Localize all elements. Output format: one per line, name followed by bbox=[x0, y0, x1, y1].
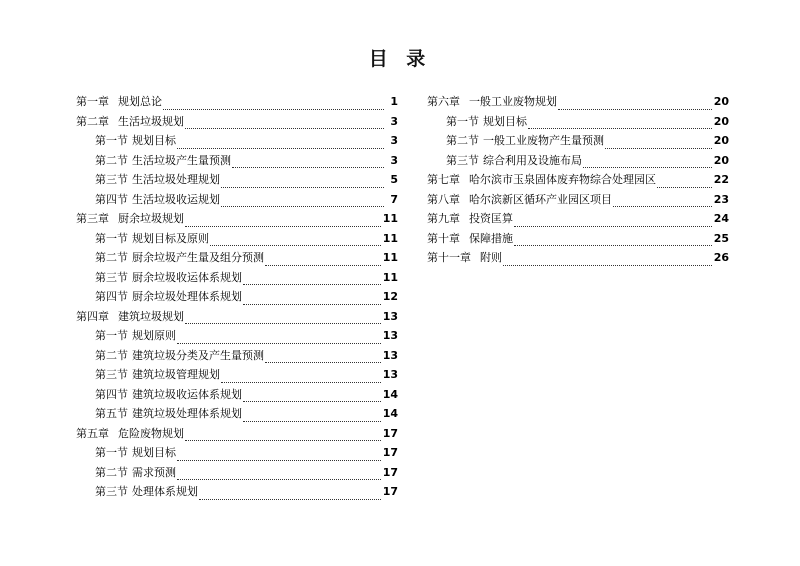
toc-entry-label: 第三章 bbox=[76, 212, 109, 225]
toc-entry-section[interactable] bbox=[76, 463, 398, 483]
toc-entry-page-number: 13 bbox=[382, 309, 398, 323]
toc-entry-title: 建筑垃圾处理体系规划 bbox=[132, 407, 242, 420]
toc-entry-page-number: 17 bbox=[382, 426, 398, 440]
toc-entry-title: 规划目标 bbox=[483, 114, 527, 128]
dot-leader bbox=[185, 218, 381, 229]
toc-entry-label: 第六章 bbox=[427, 95, 460, 108]
toc-entry-section[interactable] bbox=[76, 404, 398, 424]
toc-entry-label: 第十章 bbox=[427, 231, 460, 245]
toc-entry-label: 第九章 bbox=[427, 212, 460, 225]
toc-entry-section[interactable] bbox=[76, 326, 398, 346]
dot-leader bbox=[528, 120, 712, 131]
toc-entry-label: 第二章 bbox=[76, 114, 109, 128]
toc-entry-page-number: 24 bbox=[713, 212, 729, 225]
dot-leader bbox=[558, 101, 712, 112]
dot-leader bbox=[199, 491, 381, 502]
toc-entry-label: 第一节 bbox=[446, 114, 479, 128]
toc-entry-label: 第四节 bbox=[95, 387, 128, 401]
dot-leader bbox=[232, 159, 384, 170]
toc-entry-title: 规划目标及原则 bbox=[132, 231, 209, 245]
toc-entry-title: 投资匡算 bbox=[469, 212, 513, 225]
toc-entry-page-number: 13 bbox=[382, 348, 398, 362]
toc-entry-label: 第二节 bbox=[95, 251, 128, 264]
toc-entry-section[interactable] bbox=[76, 151, 398, 171]
toc-entry-section[interactable] bbox=[76, 443, 398, 463]
toc-entry-title: 处理体系规划 bbox=[132, 485, 198, 498]
toc-entry-title: 建筑垃圾规划 bbox=[118, 309, 184, 323]
dot-leader bbox=[514, 237, 712, 248]
toc-entry-label: 第一节 bbox=[95, 231, 128, 245]
dot-leader bbox=[163, 101, 384, 112]
toc-entry-section[interactable] bbox=[427, 131, 729, 151]
toc-entry-section[interactable] bbox=[76, 287, 398, 307]
toc-entry-label: 第二节 bbox=[95, 348, 128, 362]
toc-entry-title: 生活垃圾规划 bbox=[118, 114, 184, 128]
toc-entry-title: 生活垃圾收运规划 bbox=[132, 192, 220, 206]
toc-entry-section[interactable] bbox=[76, 268, 398, 288]
toc-entry-page-number: 11 bbox=[382, 231, 398, 245]
toc-entry-page-number: 17 bbox=[382, 446, 398, 459]
toc-entry-page-number: 1 bbox=[390, 95, 398, 108]
toc-entry-title: 保障措施 bbox=[469, 231, 513, 245]
toc-entry-label: 第四节 bbox=[95, 192, 128, 206]
toc-entry-label: 第三节 bbox=[95, 485, 128, 498]
toc-entry-title: 建筑垃圾收运体系规划 bbox=[132, 387, 242, 401]
dot-leader bbox=[243, 296, 381, 307]
toc-entry-page-number: 25 bbox=[713, 231, 729, 245]
dot-leader bbox=[657, 179, 712, 190]
dot-leader bbox=[243, 393, 381, 404]
toc-entry-page-number: 14 bbox=[382, 407, 398, 420]
toc-entry-label: 第三节 bbox=[446, 153, 479, 167]
toc-entry-page-number: 13 bbox=[382, 329, 398, 342]
toc-entry-label: 第一章 bbox=[76, 95, 109, 108]
toc-entry-page-number: 3 bbox=[390, 114, 398, 128]
dot-leader bbox=[177, 140, 384, 151]
toc-entry-title: 生活垃圾处理规划 bbox=[132, 173, 220, 186]
toc-entry-section[interactable] bbox=[427, 112, 729, 132]
toc-entry-section[interactable] bbox=[427, 151, 729, 171]
toc-entry-section[interactable] bbox=[76, 190, 398, 210]
toc-entry-page-number: 7 bbox=[390, 192, 398, 206]
dot-leader bbox=[185, 315, 381, 326]
toc-entry-title: 综合利用及设施布局 bbox=[483, 153, 582, 167]
toc-entry-page-number: 22 bbox=[713, 173, 729, 186]
toc-entry-label: 第三节 bbox=[95, 173, 128, 186]
toc-entry-title: 哈尔滨市玉泉固体废弃物综合处理园区 bbox=[469, 173, 656, 186]
dot-leader bbox=[243, 413, 381, 424]
toc-entry-chapter[interactable] bbox=[427, 170, 729, 190]
dot-leader bbox=[583, 159, 712, 170]
toc-entry-title: 需求预测 bbox=[132, 465, 176, 479]
toc-entry-page-number: 20 bbox=[713, 153, 729, 167]
toc-entry-chapter[interactable] bbox=[76, 307, 398, 327]
toc-entry-chapter[interactable] bbox=[76, 112, 398, 132]
toc-entry-chapter[interactable] bbox=[76, 92, 398, 112]
toc-entry-title: 厨余垃圾处理体系规划 bbox=[132, 290, 242, 303]
toc-entry-page-number: 13 bbox=[382, 368, 398, 381]
toc-column-right bbox=[427, 92, 729, 268]
toc-entry-title: 规划原则 bbox=[132, 329, 176, 342]
toc-entry-label: 第一节 bbox=[95, 134, 128, 147]
toc-entry-label: 第二节 bbox=[95, 153, 128, 167]
toc-entry-section[interactable] bbox=[76, 365, 398, 385]
toc-entry-chapter[interactable] bbox=[427, 209, 729, 229]
toc-entry-label: 第一节 bbox=[95, 446, 128, 459]
toc-entry-chapter[interactable] bbox=[76, 209, 398, 229]
toc-entry-title: 危险废物规划 bbox=[118, 426, 184, 440]
toc-entry-title: 生活垃圾产生量预测 bbox=[132, 153, 231, 167]
toc-entry-section[interactable] bbox=[76, 229, 398, 249]
toc-entry-section[interactable] bbox=[76, 346, 398, 366]
dot-leader bbox=[503, 257, 712, 268]
dot-leader bbox=[265, 354, 381, 365]
toc-entry-chapter[interactable] bbox=[427, 92, 729, 112]
toc-entry-page-number: 11 bbox=[382, 212, 398, 225]
toc-entry-page-number: 3 bbox=[390, 134, 398, 147]
toc-entry-page-number: 20 bbox=[713, 114, 729, 128]
toc-entry-page-number: 23 bbox=[713, 192, 729, 206]
dot-leader bbox=[185, 432, 381, 443]
dot-leader bbox=[221, 198, 384, 209]
dot-leader bbox=[605, 140, 712, 151]
toc-entry-section[interactable] bbox=[76, 131, 398, 151]
toc-entry-label: 第八章 bbox=[427, 192, 460, 206]
toc-entry-title: 厨余垃圾产生量及组分预测 bbox=[132, 251, 264, 264]
toc-entry-page-number: 11 bbox=[382, 251, 398, 264]
toc-entry-page-number: 3 bbox=[390, 153, 398, 167]
toc-entry-label: 第三节 bbox=[95, 368, 128, 381]
toc-entry-title: 建筑垃圾管理规划 bbox=[132, 368, 220, 381]
toc-entry-title: 附则 bbox=[480, 251, 502, 264]
dot-leader bbox=[185, 120, 384, 131]
dot-leader bbox=[243, 276, 381, 287]
toc-entry-label: 第七章 bbox=[427, 173, 460, 186]
toc-entry-label: 第四节 bbox=[95, 290, 128, 303]
toc-entry-label: 第三节 bbox=[95, 270, 128, 284]
toc-entry-label: 第四章 bbox=[76, 309, 109, 323]
toc-entry-page-number: 12 bbox=[382, 290, 398, 303]
toc-entry-page-number: 14 bbox=[382, 387, 398, 401]
dot-leader bbox=[514, 218, 712, 229]
toc-entry-label: 第十一章 bbox=[427, 251, 471, 264]
page-title: 目 录 bbox=[368, 48, 432, 70]
toc-entry-label: 第五节 bbox=[95, 407, 128, 420]
dot-leader bbox=[177, 471, 381, 482]
toc-entry-title: 一般工业废物规划 bbox=[469, 95, 557, 108]
toc-entry-page-number: 11 bbox=[382, 270, 398, 284]
toc-entry-chapter[interactable] bbox=[427, 229, 729, 249]
dot-leader bbox=[265, 257, 381, 268]
toc-entry-page-number: 26 bbox=[713, 251, 729, 264]
dot-leader bbox=[177, 452, 381, 463]
dot-leader bbox=[210, 237, 381, 248]
toc-entry-title: 规划目标 bbox=[132, 134, 176, 147]
toc-entry-title: 建筑垃圾分类及产生量预测 bbox=[132, 348, 264, 362]
toc-entry-label: 第二节 bbox=[95, 465, 128, 479]
toc-entry-title: 规划总论 bbox=[118, 95, 162, 108]
toc-entry-title: 一般工业废物产生量预测 bbox=[483, 134, 604, 147]
dot-leader bbox=[613, 198, 712, 209]
toc-entry-page-number: 17 bbox=[382, 485, 398, 498]
toc-entry-section[interactable] bbox=[76, 170, 398, 190]
toc-entry-page-number: 20 bbox=[713, 95, 729, 108]
toc-entry-chapter[interactable] bbox=[427, 248, 729, 268]
toc-entry-label: 第五章 bbox=[76, 426, 109, 440]
toc-entry-title: 哈尔滨新区循环产业园区项目 bbox=[469, 192, 612, 206]
toc-entry-title: 厨余垃圾规划 bbox=[118, 212, 184, 225]
toc-entry-page-number: 17 bbox=[382, 465, 398, 479]
toc-entry-title: 规划目标 bbox=[132, 446, 176, 459]
toc-entry-chapter[interactable] bbox=[427, 190, 729, 210]
toc-entry-page-number: 20 bbox=[713, 134, 729, 147]
toc-entry-section[interactable] bbox=[76, 482, 398, 502]
dot-leader bbox=[221, 179, 384, 190]
toc-entry-chapter[interactable] bbox=[76, 424, 398, 444]
toc-entry-page-number: 5 bbox=[390, 173, 398, 186]
toc-column-left bbox=[76, 92, 398, 502]
toc-entry-label: 第二节 bbox=[446, 134, 479, 147]
toc-entry-section[interactable] bbox=[76, 248, 398, 268]
dot-leader bbox=[221, 374, 381, 385]
toc-entry-label: 第一节 bbox=[95, 329, 128, 342]
dot-leader bbox=[177, 335, 381, 346]
toc-entry-title: 厨余垃圾收运体系规划 bbox=[132, 270, 242, 284]
toc-entry-section[interactable] bbox=[76, 385, 398, 405]
